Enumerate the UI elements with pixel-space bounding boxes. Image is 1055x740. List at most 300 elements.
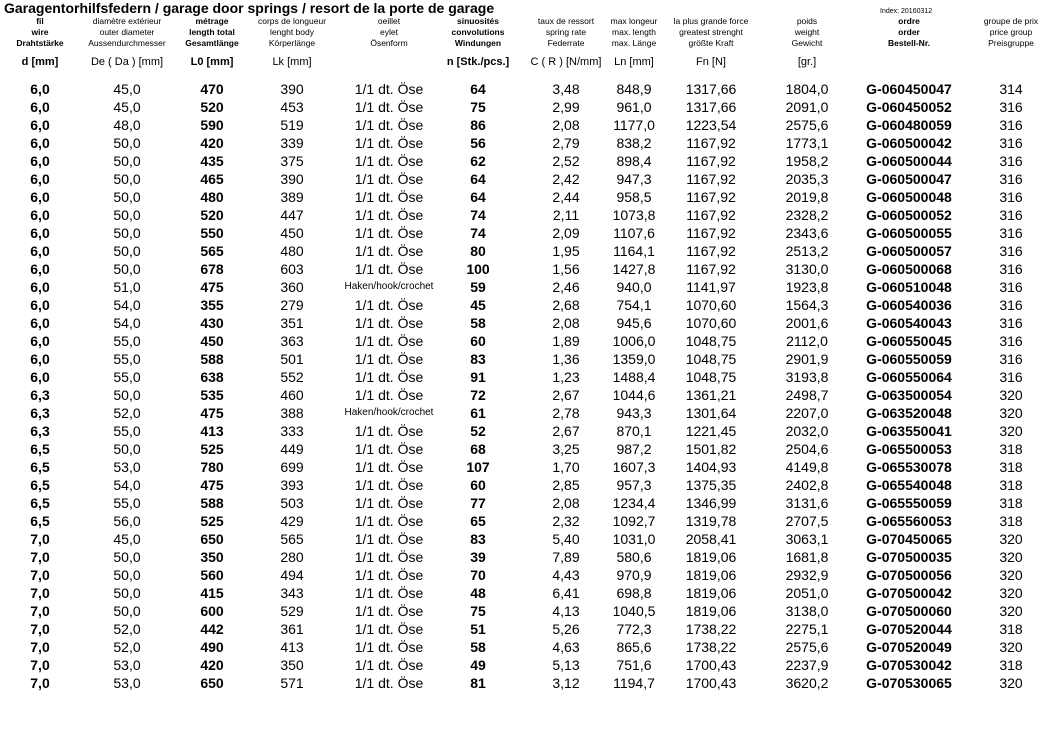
table-cell: 1317,66	[685, 99, 737, 115]
table-cell: G-060500057	[866, 243, 952, 259]
table-cell: 4149,8	[785, 459, 829, 475]
table-cell: 83	[470, 531, 486, 547]
table-cell: 1167,92	[686, 153, 736, 169]
table-cell: 316	[999, 315, 1023, 331]
table-cell: G-060500042	[866, 135, 952, 151]
table-cell: 1/1 dt. Öse	[354, 567, 424, 583]
table-row	[0, 422, 1055, 440]
table-cell: 50,0	[113, 207, 141, 223]
table-cell: 1301,64	[685, 405, 737, 421]
table-cell: 453	[280, 99, 304, 115]
table-cell: 3620,2	[785, 675, 829, 691]
table-cell: 52,0	[113, 621, 141, 637]
table-cell: 1375,35	[685, 477, 737, 493]
table-cell: 50,0	[113, 171, 141, 187]
table-row	[0, 548, 1055, 566]
table-cell: 318	[999, 477, 1023, 493]
column-header-line: corps de longueur	[257, 16, 327, 26]
table-cell: 3193,8	[785, 369, 829, 385]
column-header-line: oeillet	[377, 16, 401, 26]
table-row	[0, 350, 1055, 368]
table-cell: 1501,82	[685, 441, 737, 457]
table-cell: 70	[470, 567, 486, 583]
table-row	[0, 512, 1055, 530]
table-cell: 343	[280, 585, 304, 601]
table-cell: 1819,06	[685, 549, 737, 565]
table-cell: 3130,0	[785, 261, 829, 277]
table-row	[0, 674, 1055, 692]
table-cell: 7,0	[30, 603, 50, 619]
table-cell: 435	[200, 153, 224, 169]
table-cell: 751,6	[616, 657, 652, 673]
table-row	[0, 206, 1055, 224]
table-cell: 600	[200, 603, 224, 619]
table-cell: 5,26	[552, 621, 580, 637]
table-cell: 53,0	[113, 675, 141, 691]
table-cell: 316	[999, 279, 1023, 295]
table-cell: 3,12	[552, 675, 580, 691]
table-cell: 316	[999, 369, 1023, 385]
table-cell: 6,0	[30, 117, 50, 133]
table-cell: 7,0	[30, 549, 50, 565]
table-cell: 2,68	[552, 297, 580, 313]
table-cell: 1700,43	[685, 657, 737, 673]
table-cell: 1/1 dt. Öse	[354, 441, 424, 457]
table-cell: 494	[280, 567, 304, 583]
table-cell: 52	[470, 423, 486, 439]
table-cell: 64	[470, 171, 486, 187]
table-cell: 1,70	[552, 459, 580, 475]
table-cell: 5,40	[552, 531, 580, 547]
column-header	[674, 16, 749, 49]
table-cell: 780	[200, 459, 224, 475]
table-row	[0, 224, 1055, 242]
table-body	[0, 80, 1055, 692]
table-cell: 678	[200, 261, 224, 277]
table-cell: 1177,0	[613, 117, 655, 133]
table-cell: 529	[280, 603, 304, 619]
table-cell: 1/1 dt. Öse	[354, 639, 424, 655]
table-cell: 961,0	[616, 99, 652, 115]
table-cell: 320	[999, 585, 1023, 601]
table-cell: 6,0	[30, 279, 50, 295]
table-cell: 650	[200, 675, 224, 691]
table-cell: 74	[470, 225, 486, 241]
table-cell: 50,0	[113, 225, 141, 241]
table-cell: 2901,9	[785, 351, 829, 367]
table-row	[0, 440, 1055, 458]
table-cell: 68	[470, 441, 486, 457]
table-cell: 355	[200, 297, 224, 313]
table-cell: 320	[999, 531, 1023, 547]
table-cell: 2504,6	[785, 441, 829, 457]
table-cell: 520	[200, 207, 224, 223]
table-cell: 650	[200, 531, 224, 547]
table-cell: 2,67	[552, 387, 580, 403]
table-cell: G-060450052	[866, 99, 952, 115]
table-cell: 350	[280, 657, 304, 673]
table-cell: G-065540048	[866, 477, 952, 493]
table-cell: 503	[280, 495, 304, 511]
column-header-line: größte Kraft	[688, 38, 734, 48]
table-cell: 1,56	[552, 261, 580, 277]
table-cell: 50,0	[113, 189, 141, 205]
table-cell: 74	[470, 207, 486, 223]
table-cell: 316	[999, 333, 1023, 349]
table-cell: 7,0	[30, 675, 50, 691]
table-cell: 6,0	[30, 261, 50, 277]
table-cell: G-063500054	[866, 387, 952, 403]
table-cell: 1,36	[552, 351, 580, 367]
table-cell: 4,43	[552, 567, 580, 583]
table-cell: 393	[280, 477, 304, 493]
column-header	[370, 16, 407, 49]
table-cell: 754,1	[616, 297, 652, 313]
table-cell: 535	[200, 387, 224, 403]
table-cell: 450	[280, 225, 304, 241]
table-cell: 52,0	[113, 639, 141, 655]
table-cell: 6,0	[30, 315, 50, 331]
table-cell: 1/1 dt. Öse	[354, 207, 424, 223]
table-cell: 480	[200, 189, 224, 205]
table-cell: 6,3	[30, 405, 50, 421]
column-unit: Ln [mm]	[614, 56, 654, 68]
table-cell: 316	[999, 351, 1023, 367]
table-cell: 480	[280, 243, 304, 259]
table-cell: 55,0	[113, 369, 141, 385]
table-cell: 54,0	[113, 315, 141, 331]
table-cell: 53,0	[113, 459, 141, 475]
table-cell: 375	[280, 153, 304, 169]
table-cell: 6,0	[30, 369, 50, 385]
table-cell: 6,0	[30, 351, 50, 367]
table-cell: 279	[280, 297, 304, 313]
table-cell: 2112,0	[786, 333, 828, 349]
table-cell: 2932,9	[785, 567, 829, 583]
column-header	[185, 16, 238, 49]
table-cell: 1819,06	[685, 585, 737, 601]
table-cell: 2275,1	[785, 621, 829, 637]
table-cell: 1/1 dt. Öse	[354, 495, 424, 511]
table-cell: 475	[200, 477, 224, 493]
table-cell: 1/1 dt. Öse	[354, 531, 424, 547]
table-cell: 1167,92	[686, 135, 736, 151]
table-cell: 1221,45	[685, 423, 737, 439]
table-cell: 415	[200, 585, 224, 601]
table-cell: G-070500035	[866, 549, 952, 565]
table-cell: 6,3	[30, 423, 50, 439]
table-cell: 1607,3	[612, 459, 656, 475]
table-cell: 1,23	[552, 369, 580, 385]
table-row	[0, 386, 1055, 404]
table-cell: 2,67	[552, 423, 580, 439]
table-cell: 1167,92	[686, 261, 736, 277]
table-cell: 898,4	[616, 153, 652, 169]
table-cell: 590	[200, 117, 224, 133]
table-cell: G-060480059	[866, 117, 952, 133]
table-cell: 45,0	[113, 99, 141, 115]
table-cell: 1/1 dt. Öse	[354, 333, 424, 349]
table-row	[0, 458, 1055, 476]
table-row	[0, 170, 1055, 188]
table-row	[0, 404, 1055, 422]
table-cell: 2,52	[552, 153, 580, 169]
table-cell: 1/1 dt. Öse	[354, 117, 424, 133]
column-header-line: eylet	[380, 27, 398, 37]
column-header-line: diamètre extérieur	[92, 16, 162, 26]
table-cell: 1/1 dt. Öse	[354, 99, 424, 115]
table-cell: 6,5	[30, 513, 50, 529]
table-cell: 50,0	[113, 135, 141, 151]
table-cell: 1194,7	[613, 675, 655, 691]
table-row	[0, 530, 1055, 548]
column-unit: [gr.]	[797, 56, 817, 68]
table-cell: 1164,1	[613, 243, 655, 259]
column-header-line: poids	[796, 16, 818, 26]
table-cell: 501	[280, 351, 304, 367]
table-cell: 1/1 dt. Öse	[354, 297, 424, 313]
table-cell: 1/1 dt. Öse	[354, 189, 424, 205]
table-cell: G-060550045	[866, 333, 952, 349]
table-cell: 2,08	[552, 315, 580, 331]
table-cell: 2051,0	[785, 585, 829, 601]
table-cell: 6,0	[30, 243, 50, 259]
table-cell: 318	[999, 621, 1023, 637]
table-row	[0, 242, 1055, 260]
table-cell: 525	[200, 441, 224, 457]
table-cell: 61	[470, 405, 486, 421]
table-cell: 318	[999, 459, 1023, 475]
table-cell: 6,0	[30, 99, 50, 115]
table-cell: 2575,6	[785, 117, 829, 133]
table-cell: 54,0	[113, 297, 141, 313]
table-cell: G-065500053	[866, 441, 952, 457]
table-cell: 1,89	[552, 333, 580, 349]
column-header-line: fil	[36, 16, 44, 26]
table-cell: 6,0	[30, 81, 50, 97]
table-cell: 55,0	[113, 333, 141, 349]
table-cell: 2,99	[552, 99, 580, 115]
table-cell: 360	[280, 279, 304, 295]
table-cell: 698,8	[616, 585, 652, 601]
table-cell: 7,0	[30, 585, 50, 601]
table-cell: G-070500042	[866, 585, 952, 601]
table-cell: 560	[200, 567, 224, 583]
table-cell: 320	[999, 675, 1023, 691]
table-cell: 316	[999, 135, 1023, 151]
column-header-line: order	[898, 27, 920, 37]
table-cell: 6,0	[30, 207, 50, 223]
table-cell: 588	[200, 495, 224, 511]
table-cell: 350	[200, 549, 224, 565]
table-cell: 48,0	[113, 117, 141, 133]
table-cell: 50,0	[113, 261, 141, 277]
column-header	[16, 16, 63, 49]
index-label: Index: 20160312	[880, 8, 933, 15]
table-cell: 1031,0	[612, 531, 656, 547]
table-cell: 838,2	[616, 135, 652, 151]
table-cell: 54,0	[113, 477, 141, 493]
table-cell: 6,0	[30, 189, 50, 205]
table-cell: 2032,0	[785, 423, 829, 439]
table-cell: 1361,21	[685, 387, 737, 403]
table-cell: 316	[999, 117, 1023, 133]
table-cell: 1/1 dt. Öse	[354, 459, 424, 475]
table-cell: 1/1 dt. Öse	[354, 387, 424, 403]
table-cell: 2498,7	[785, 387, 829, 403]
table-cell: 1092,7	[612, 513, 656, 529]
table-cell: 7,0	[30, 639, 50, 655]
column-header-line: max. Länge	[611, 38, 657, 48]
table-cell: 6,0	[30, 153, 50, 169]
table-cell: 465	[200, 171, 224, 187]
page-title: Garagentorhilfsfedern / garage door springs / resort de la porte de garage	[4, 0, 495, 16]
table-cell: 53,0	[113, 657, 141, 673]
table-cell: 50,0	[113, 153, 141, 169]
table-cell: 56,0	[113, 513, 141, 529]
table-cell: 947,3	[616, 171, 652, 187]
table-cell: 2,09	[552, 225, 580, 241]
table-cell: 6,5	[30, 495, 50, 511]
table-cell: 7,0	[30, 531, 50, 547]
table-cell: 580,6	[616, 549, 652, 565]
column-header-line: Gewicht	[791, 38, 823, 48]
table-cell: 1317,66	[685, 81, 737, 97]
table-cell: 772,3	[616, 621, 652, 637]
table-cell: 1141,97	[686, 279, 736, 295]
table-cell: 45,0	[113, 81, 141, 97]
table-cell: G-060500047	[866, 171, 952, 187]
table-cell: 51	[470, 621, 486, 637]
column-header	[888, 16, 930, 49]
table-cell: 1006,0	[612, 333, 656, 349]
table-cell: 50,0	[113, 549, 141, 565]
table-cell: 1223,54	[685, 117, 737, 133]
table-cell: 316	[999, 153, 1023, 169]
table-cell: 64	[470, 81, 486, 97]
table-cell: 316	[999, 171, 1023, 187]
table-cell: 1/1 dt. Öse	[354, 513, 424, 529]
table-cell: 460	[280, 387, 304, 403]
table-cell: 50,0	[113, 243, 141, 259]
table-cell: 6,0	[30, 135, 50, 151]
column-header-line: max longeur	[610, 16, 658, 26]
table-cell: 351	[280, 315, 304, 331]
table-cell: 1359,0	[612, 351, 656, 367]
table-cell: 2,78	[552, 405, 580, 421]
table-cell: 470	[200, 81, 224, 97]
column-header	[88, 16, 165, 49]
table-cell: 55,0	[113, 423, 141, 439]
table-cell: 6,0	[30, 225, 50, 241]
table-cell: G-070450065	[866, 531, 952, 547]
table-cell: 1/1 dt. Öse	[354, 153, 424, 169]
table-cell: 1070,60	[685, 315, 737, 331]
table-cell: 50,0	[113, 441, 141, 457]
table-cell: 1/1 dt. Öse	[354, 81, 424, 97]
table-cell: 1/1 dt. Öse	[354, 657, 424, 673]
table-cell: 552	[280, 369, 304, 385]
table-row	[0, 80, 1055, 98]
column-header-line: ordre	[898, 16, 920, 26]
table-cell: 413	[280, 639, 304, 655]
table-cell: 6,5	[30, 477, 50, 493]
table-cell: G-070500056	[866, 567, 952, 583]
table-cell: 1/1 dt. Öse	[354, 171, 424, 187]
table-cell: 519	[280, 117, 304, 133]
table-cell: 2,32	[552, 513, 580, 529]
table-cell: 280	[280, 549, 304, 565]
table-row	[0, 332, 1055, 350]
table-cell: 1/1 dt. Öse	[354, 477, 424, 493]
table-cell: 320	[999, 387, 1023, 403]
column-header-line: price group	[989, 27, 1033, 37]
table-cell: 314	[999, 81, 1023, 97]
table-cell: 1167,92	[686, 207, 736, 223]
column-header-line: taux de ressort	[537, 16, 595, 26]
table-row	[0, 116, 1055, 134]
table-cell: 870,1	[616, 423, 652, 439]
table-cell: 1/1 dt. Öse	[354, 261, 424, 277]
table-cell: 390	[280, 81, 304, 97]
table-cell: 520	[200, 99, 224, 115]
table-cell: 316	[999, 297, 1023, 313]
table-cell: 2207,0	[785, 405, 829, 421]
table-cell: 1048,75	[685, 351, 737, 367]
table-row	[0, 314, 1055, 332]
column-unit: Lk [mm]	[272, 56, 312, 68]
column-header-line: la plus grande force	[673, 16, 749, 26]
table-cell: 333	[280, 423, 304, 439]
table-cell: 1/1 dt. Öse	[354, 549, 424, 565]
table-cell: 550	[200, 225, 224, 241]
table-cell: 2019,8	[785, 189, 829, 205]
table-cell: 59	[470, 279, 486, 295]
table-row	[0, 368, 1055, 386]
table-cell: 64	[470, 189, 486, 205]
table-cell: G-070530042	[866, 657, 952, 673]
column-header	[984, 16, 1038, 49]
table-cell: 5,13	[552, 657, 580, 673]
column-header-line: Federrate	[547, 38, 585, 48]
table-cell: 2575,6	[785, 639, 829, 655]
table-cell: G-060550059	[866, 351, 952, 367]
table-cell: 316	[999, 99, 1023, 115]
table-cell: 1073,8	[612, 207, 656, 223]
table-cell: 413	[200, 423, 224, 439]
table-cell: 970,9	[616, 567, 652, 583]
column-header-line: wire	[31, 27, 49, 37]
table-cell: G-060500052	[866, 207, 952, 223]
table-cell: 957,3	[616, 477, 652, 493]
table-cell: 2707,5	[785, 513, 829, 529]
table-cell: G-060510048	[866, 279, 952, 295]
table-cell: 49	[470, 657, 486, 673]
table-cell: 490	[200, 639, 224, 655]
table-cell: 1/1 dt. Öse	[354, 135, 424, 151]
column-header-line: spring rate	[545, 27, 587, 37]
table-cell: 100	[466, 261, 490, 277]
table-cell: 388	[280, 405, 304, 421]
table-row	[0, 602, 1055, 620]
table-cell: 316	[999, 189, 1023, 205]
table-cell: 2,85	[552, 477, 580, 493]
table-cell: 1167,92	[686, 189, 736, 205]
table-cell: 1700,43	[685, 675, 737, 691]
column-header	[258, 16, 326, 49]
table-cell: 525	[200, 513, 224, 529]
table-cell: 50,0	[113, 567, 141, 583]
